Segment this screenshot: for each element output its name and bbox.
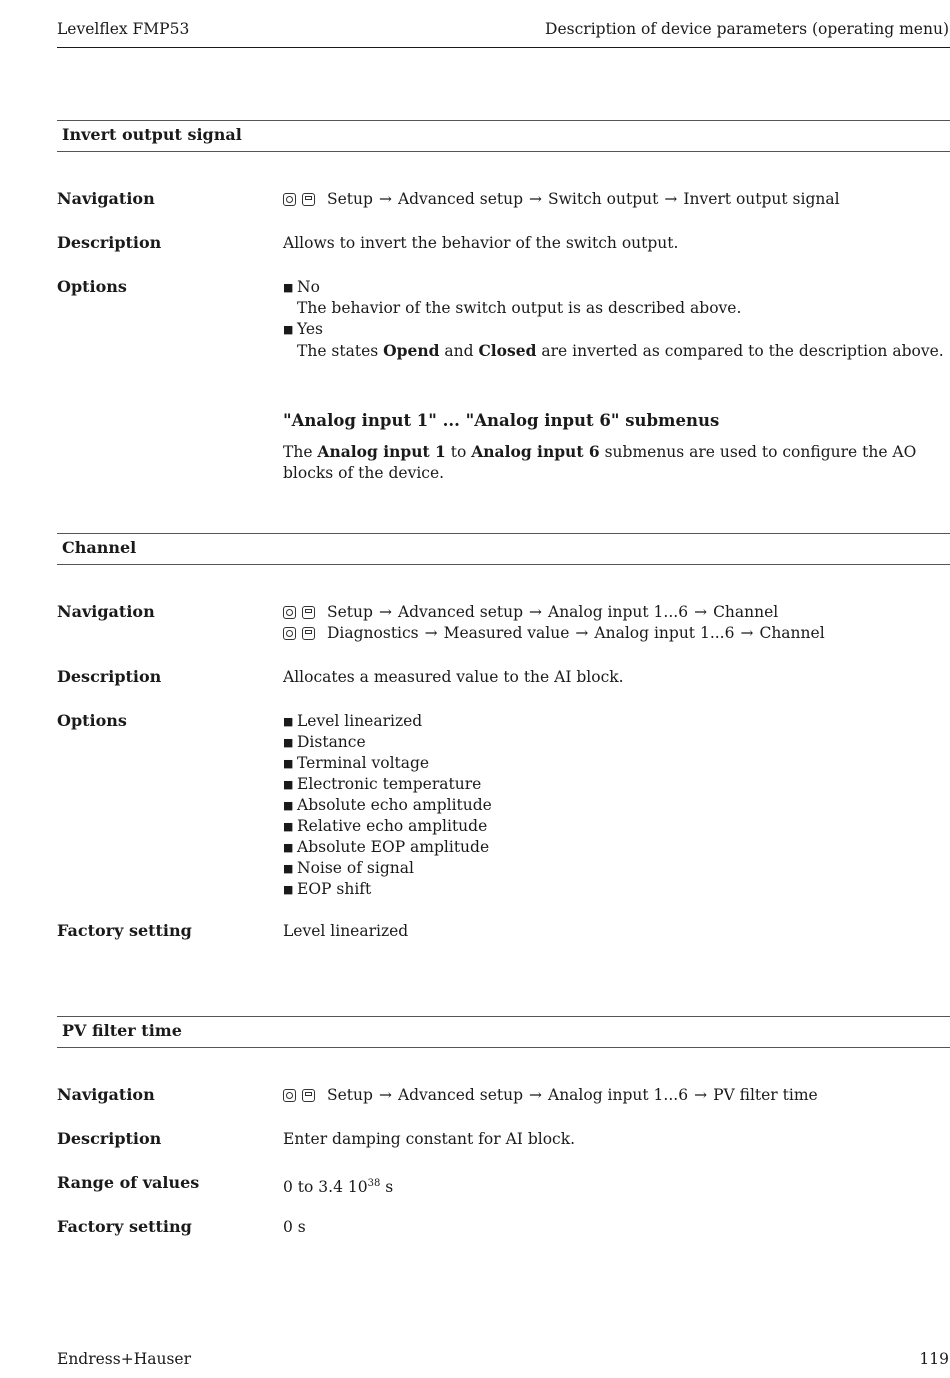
nav-step: Measured value bbox=[443, 624, 570, 642]
navigation-label: Navigation bbox=[57, 1085, 155, 1104]
submenu-text: The Analog input 1 to Analog input 6 submenus are used to configure the AO blocks of the device. bbox=[283, 442, 917, 482]
navigation-path bbox=[283, 189, 840, 210]
navigation-path bbox=[283, 602, 825, 644]
description-text: Allows to invert the behavior of the switch output. bbox=[283, 234, 679, 252]
arrow-right-icon: → bbox=[529, 1086, 542, 1104]
options-label: Options bbox=[57, 711, 127, 730]
list-item: ■ Distance bbox=[283, 733, 366, 751]
list-item: ■ Level linearized bbox=[283, 712, 423, 730]
options-label: Options bbox=[57, 277, 127, 296]
bullet-icon: ■ bbox=[283, 323, 294, 336]
section-title: PV filter time bbox=[62, 1021, 182, 1040]
arrow-right-icon: → bbox=[378, 603, 392, 621]
navigation-label: Navigation bbox=[57, 189, 155, 208]
section-title: Invert output signal bbox=[62, 125, 242, 144]
section-header-invert-output-signal bbox=[57, 120, 950, 152]
navigation-path bbox=[283, 1085, 818, 1106]
description-label: Description bbox=[57, 667, 162, 686]
list-item: ■ Terminal voltage bbox=[283, 754, 430, 772]
list-item: ■ Noise of signal bbox=[283, 859, 414, 877]
options-list bbox=[283, 277, 944, 362]
page-number: 119 bbox=[919, 1350, 949, 1368]
list-item: ■ Relative echo amplitude bbox=[283, 817, 488, 835]
list-item: ■ Electronic temperature bbox=[283, 775, 482, 793]
bullet-icon: ■ bbox=[283, 799, 294, 812]
arrow-right-icon: → bbox=[378, 1086, 392, 1104]
section-header-pv-filter-time bbox=[57, 1016, 950, 1048]
nav-step: Switch output bbox=[548, 190, 659, 208]
bullet-icon: ■ bbox=[283, 281, 294, 294]
submenu-heading: "Analog input 1" ... "Analog input 6" submenus bbox=[283, 411, 720, 430]
arrow-right-icon: → bbox=[424, 624, 438, 642]
nav-step: Advanced setup bbox=[397, 190, 523, 208]
nav-step: Setup bbox=[327, 603, 373, 621]
options-list bbox=[283, 711, 492, 900]
nav-step: Channel bbox=[759, 624, 825, 642]
bullet-icon: ■ bbox=[283, 736, 294, 749]
nav-step: Channel bbox=[713, 603, 779, 621]
range-of-values: 0 to 3.4 $10^{38}$ s bbox=[283, 1178, 394, 1197]
nav-step: Diagnostics bbox=[327, 624, 419, 642]
nav-step: Invert output signal bbox=[683, 190, 840, 208]
nav-step: Advanced setup bbox=[397, 1086, 523, 1104]
nav-step: Advanced setup bbox=[397, 603, 523, 621]
footer-brand: Endress+Hauser bbox=[57, 1350, 191, 1368]
section-header-channel bbox=[57, 533, 950, 565]
bullet-icon: ■ bbox=[283, 778, 294, 791]
factory-setting-label: Factory setting bbox=[57, 1217, 192, 1236]
factory-setting-label: Factory setting bbox=[57, 921, 192, 940]
bullet-icon: ■ bbox=[283, 883, 294, 896]
bullet-icon: ■ bbox=[283, 862, 294, 875]
nav-step: Analog input 1...6 bbox=[548, 603, 689, 621]
description-label: Description bbox=[57, 233, 162, 252]
bullet-icon: ■ bbox=[283, 715, 294, 728]
nav-step: Setup bbox=[327, 1086, 373, 1104]
expert-menu-icon bbox=[283, 193, 296, 206]
running-header-left: Levelflex FMP53 bbox=[57, 20, 190, 38]
bullet-icon: ■ bbox=[283, 820, 294, 833]
arrow-right-icon: → bbox=[694, 603, 708, 621]
expert-menu-icon bbox=[283, 1089, 296, 1102]
description-label: Description bbox=[57, 1129, 162, 1148]
description-text: Allocates a measured value to the AI block. bbox=[283, 668, 624, 686]
display-menu-icon bbox=[302, 606, 315, 619]
arrow-right-icon: → bbox=[694, 1086, 708, 1104]
factory-setting-value: 0 s bbox=[283, 1218, 306, 1236]
arrow-right-icon: → bbox=[529, 190, 542, 208]
display-menu-icon bbox=[302, 627, 315, 640]
arrow-right-icon: → bbox=[378, 190, 392, 208]
running-header-right: Description of device parameters (operating menu) bbox=[545, 20, 949, 38]
expert-menu-icon bbox=[283, 627, 296, 640]
option-explanation: The behavior of the switch output is as described above. bbox=[297, 299, 742, 317]
nav-step: PV filter time bbox=[713, 1086, 818, 1104]
nav-step: Analog input 1...6 bbox=[594, 624, 735, 642]
expert-menu-icon bbox=[283, 606, 296, 619]
option-explanation: The states Opend and Closed are inverted as compared to the description above. bbox=[297, 341, 944, 360]
arrow-right-icon: → bbox=[575, 624, 589, 642]
arrow-right-icon: → bbox=[529, 603, 542, 621]
arrow-right-icon: → bbox=[664, 190, 678, 208]
list-item: ■ Absolute echo amplitude bbox=[283, 796, 492, 814]
list-item: ■ Yes bbox=[283, 320, 324, 338]
display-menu-icon bbox=[302, 1089, 315, 1102]
navigation-label: Navigation bbox=[57, 602, 155, 621]
factory-setting-value: Level linearized bbox=[283, 922, 409, 940]
range-of-values-label: Range of values bbox=[57, 1173, 200, 1192]
nav-step: Setup bbox=[327, 190, 373, 208]
bullet-icon: ■ bbox=[283, 757, 294, 770]
list-item: ■ Absolute EOP amplitude bbox=[283, 838, 490, 856]
nav-step: Analog input 1...6 bbox=[548, 1086, 689, 1104]
bullet-icon: ■ bbox=[283, 841, 294, 854]
header-rule bbox=[57, 47, 950, 48]
description-text: Enter damping constant for AI block. bbox=[283, 1130, 576, 1148]
display-menu-icon bbox=[302, 193, 315, 206]
section-title: Channel bbox=[62, 538, 137, 557]
arrow-right-icon: → bbox=[740, 624, 754, 642]
list-item: ■ No bbox=[283, 278, 320, 296]
list-item: ■ EOP shift bbox=[283, 880, 372, 898]
